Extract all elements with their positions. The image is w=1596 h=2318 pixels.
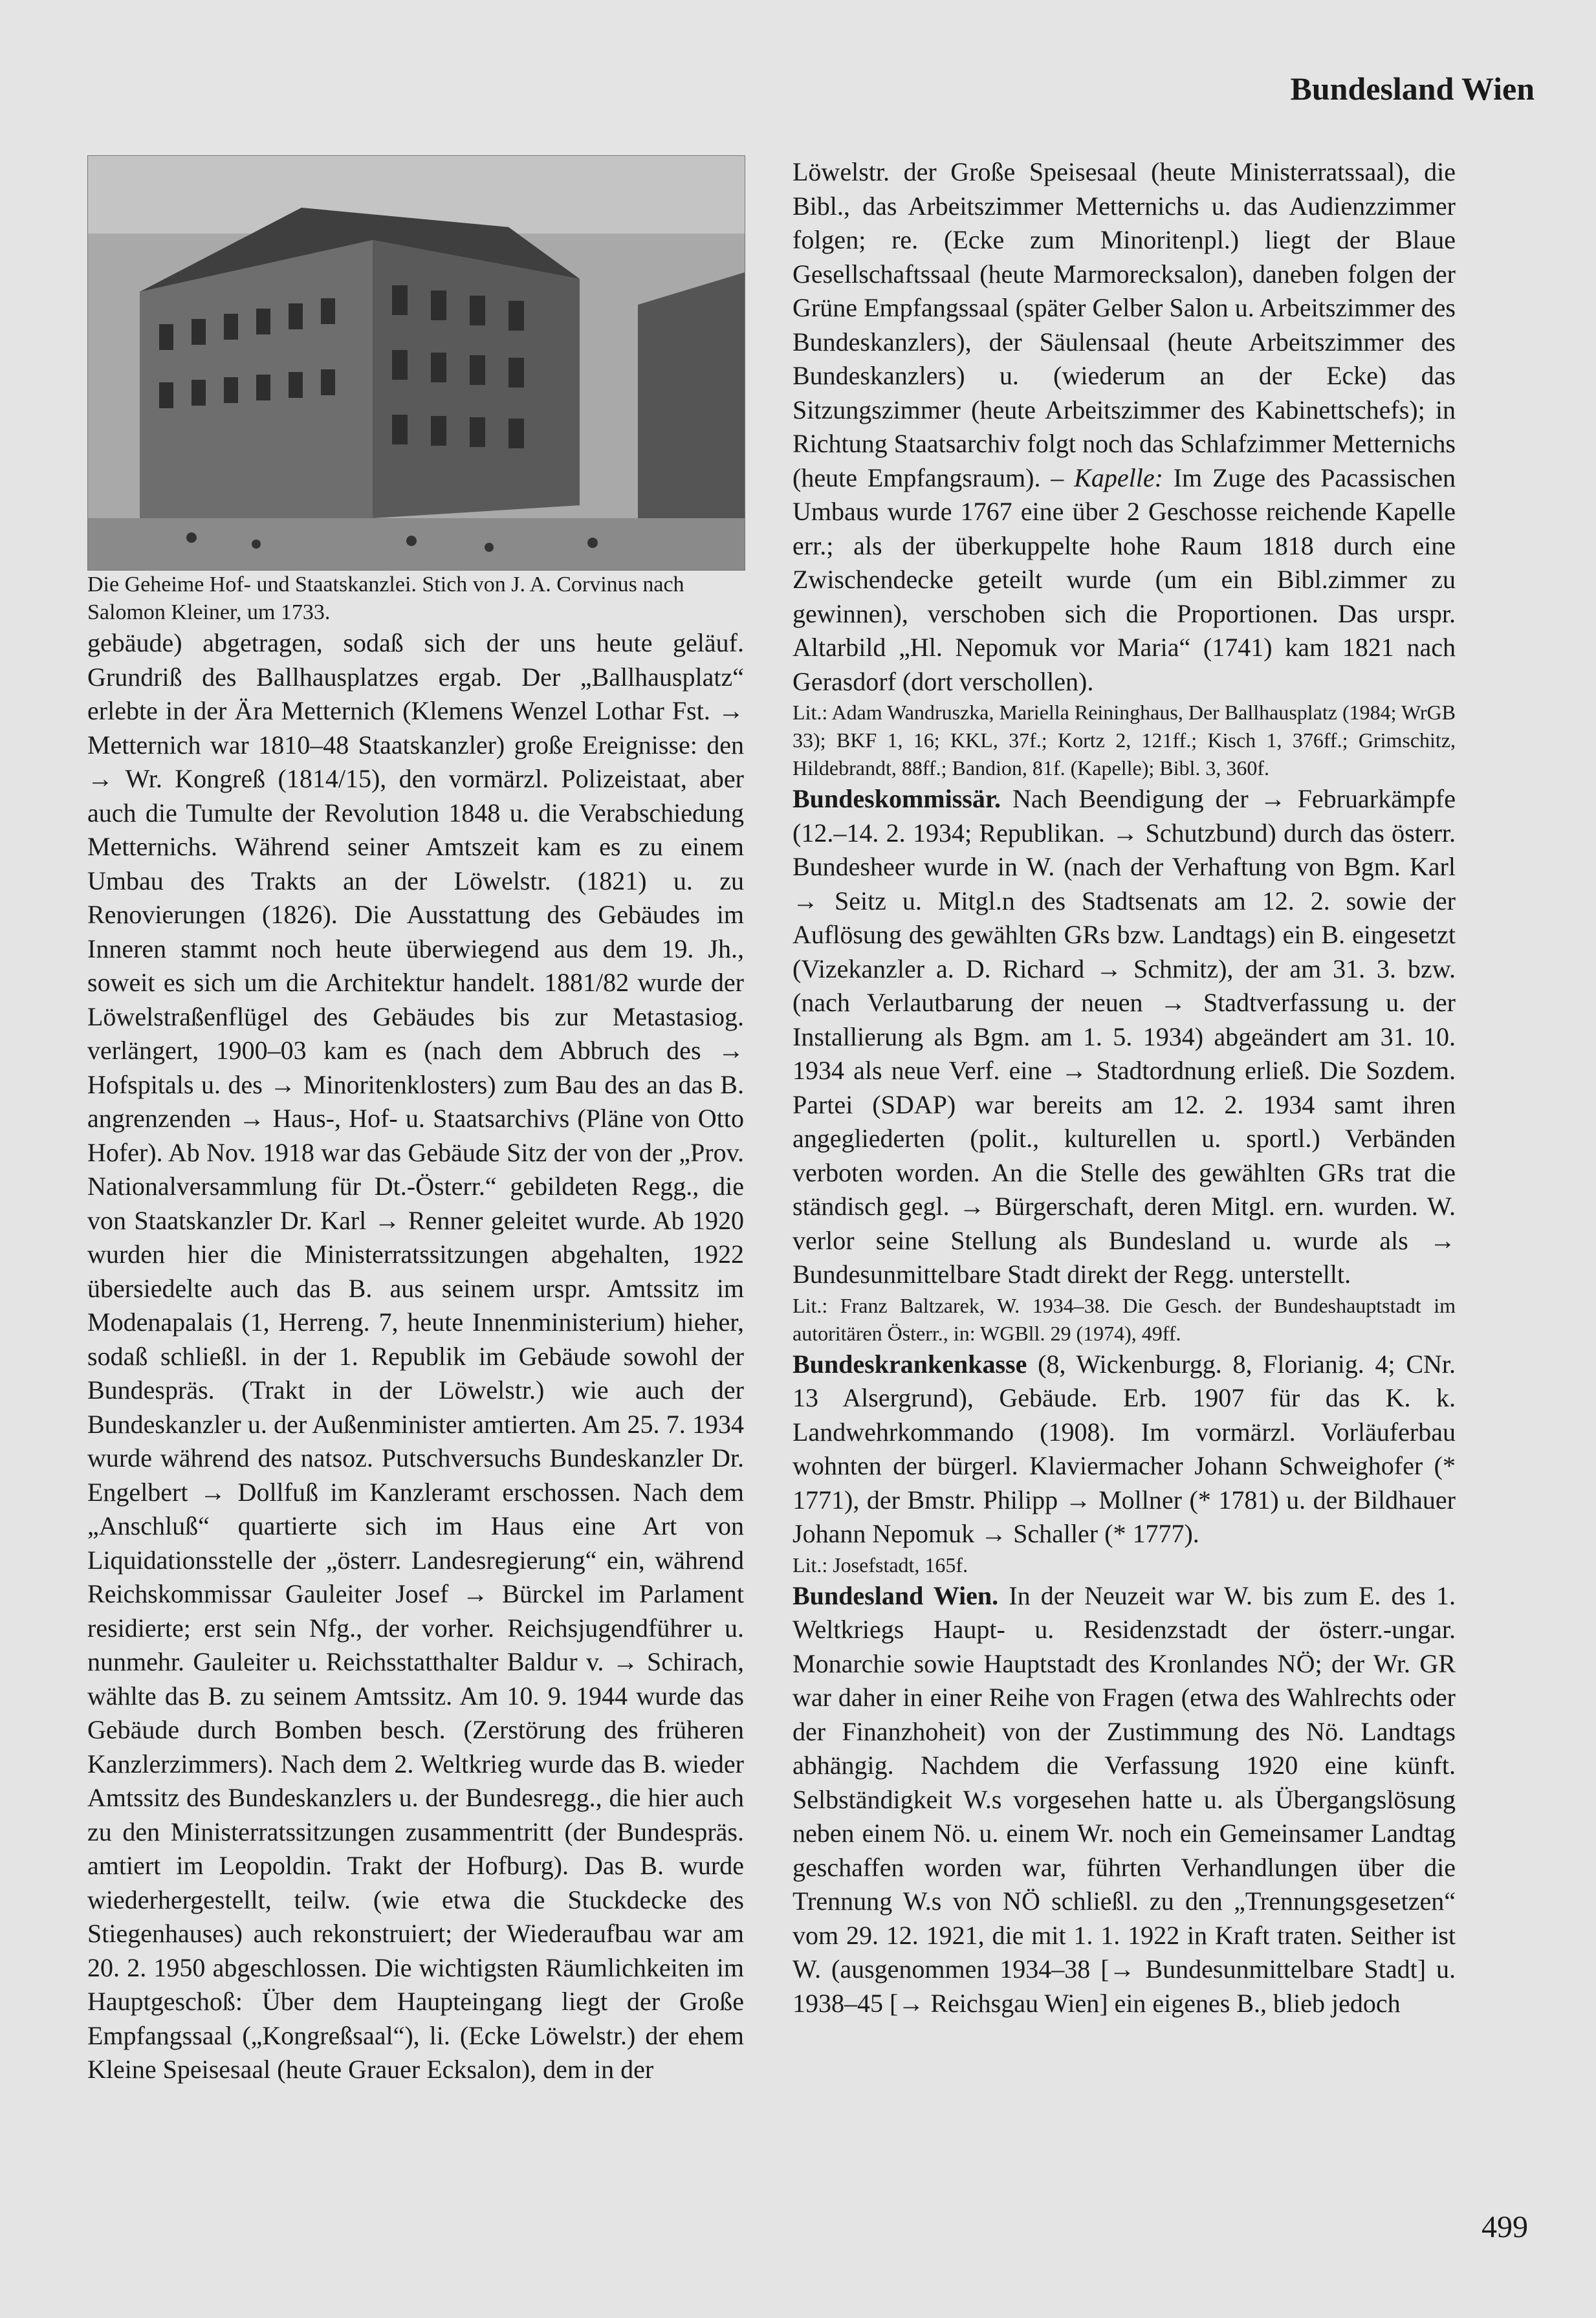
literature-1: Lit.: Adam Wandruszka, Mariella Reininghaus, Der Ballhausplatz (1984; WrGB 33); BKF 1, 16; KKL, 37f.; Kortz 2, 121ff.; Kisch 1, 376ff.; Grimschitz, Hildebrandt, 88ff.; Bandion, 81f. (Kapelle); Bibl. 3, 360f.	[793, 701, 1456, 780]
entry-bundesland-wien	[793, 1579, 1456, 2021]
left-column	[87, 155, 744, 2087]
entry-bundeskrankenkasse	[793, 1348, 1456, 1551]
continuation-text: Löwelstr. der Große Speisesaal (heute Ministerratssaal), die Bibl., das Arbeitszimmer Metternichs u. das Audienzzimmer folgen; re. (Ecke zum Minoritenpl.) liegt der Blaue Gesellschaftssaal (heute Marmorecksalon), daneben folgen der Grüne Empfangssaal (später Gelber Salon u. Arbeitszimmer des Bundeskanzlers), der Säulensaal (heute Arbeitszimmer des Bundeskanzlers) u. (wiederum an der Ecke) das Sitzungszimmer (heute Arbeitszimmer des Kabinettschefs); in Richtung Staatsarchiv folgt noch das Schlafzimmer Metternichs (heute Empfangsraum). –	[793, 157, 1456, 492]
entry-text: In der Neuzeit war W. bis zum E. des 1. Weltkriegs Haupt- u. Residenzstadt der österr.-ungar. Monarchie sowie Hauptstadt des Kronlandes NÖ; der Wr. GR war daher in einer Reihe von Fragen (etwa des Wahlrechts oder der Finanzhoheit) von der Zustimmung des Nö. Landtags abhängig. Nachdem die Verfassung 1920 eine künft. Selbständigkeit W.s vorgesehen hatte u. als Übergangslösung neben einem Nö. u. einem Wr. noch ein Gemeinsamer Landtag geschaffen worden war, führten Verhandlungen über die Trennung W.s von NÖ schließl. zu den „Trennungsgesetzen“ vom 29. 12. 1921, die mit 1. 1. 1922 in Kraft traten. Seither ist W. (ausgenommen 1934–38 [→ Bundesunmittelbare Stadt] u. 1938–45 [→ Reichsgau Wien] ein eigenes B., blieb jedoch	[793, 1580, 1456, 2018]
entry-head: Bundesland Wien.	[793, 1580, 999, 1610]
entry-head: Bundeskommissär.	[793, 784, 1001, 813]
building-engraving-image	[88, 156, 745, 570]
literature-2: Lit.: Franz Baltzarek, W. 1934–38. Die Gesch. der Bundeshauptstadt im autoritären Österr., in: WGBll. 29 (1974), 49ff.	[793, 1293, 1456, 1345]
figure-caption: Die Geheime Hof- und Staatskanzlei. Stich von J. A. Corvinus nach Salomon Kleiner, um 1733.	[87, 573, 684, 624]
article-continuation	[793, 155, 1456, 699]
kapelle-label: Kapelle:	[1074, 463, 1163, 492]
engraving-illustration	[87, 155, 745, 571]
entry-head: Bundeskrankenkasse	[793, 1349, 1027, 1379]
right-column	[793, 155, 1456, 2020]
literature-3: Lit.: Josefstadt, 165f.	[793, 1553, 968, 1577]
entry-text: (8, Wickenburgg. 8, Florianig. 4; CNr. 13 Alsergrund), Gebäude. Erb. 1907 für das K. k. Landwehrkommando (1908). Im vormärzl. Vorläuferbau wohnten der bürgerl. Klaviermacher Johann Schweighofer (* 1771), der Bmstr. Philipp → Mollner (* 1781) u. der Bildhauer Johann Nepomuk → Schaller (* 1777).	[793, 1349, 1456, 1548]
entry-text: Nach Beendigung der → Februarkämpfe (12.–14. 2. 1934; Republikan. → Schutzbund) durch das österr. Bundesheer wurde in W. (nach der Verhaftung von Bgm. Karl → Seitz u. Mitgl.n des Stadtsenats am 12. 2. sowie der Auflösung des gewählten GRs bzw. Landtags) ein B. eingesetzt (Vizekanzler a. D. Richard → Schmitz), der am 31. 3. bzw. (nach Verlautbarung der neuen → Stadtverfassung u. der Installierung als Bgm. am 1. 5. 1934) abgeändert am 31. 10. 1934 als neue Verf. eine → Stadtordnung erließ. Die Sozdem. Partei (SDAP) war bereits am 12. 2. 1934 samt ihren angegliederten (polit., kulturellen u. sportl.) Verbänden verboten worden. An die Stelle des gewählten GRs trat die ständisch gegl. → Bürgerschaft, deren Mitgl. ern. wurden. W. verlor seine Stellung als Bundesland u. wurde als → Bundesunmittelbare Stadt direkt der Regg. unterstellt.	[793, 784, 1456, 1289]
kapelle-text: Im Zuge des Pacassischen Umbaus wurde 1767 eine über 2 Geschosse reichende Kapelle err.; als der überkuppelte hohe Raum 1818 durch eine Zwischendecke geteilt wurde (um ein Bibl.zimmer zu gewinnen), verschoben sich die Proportionen. Das urspr. Altarbild „Hl. Nepomuk vor Maria“ (1741) kam 1821 nach Gerasdorf (dort verschollen).	[793, 463, 1456, 696]
running-title: Bundesland Wien	[1290, 71, 1535, 107]
left-body-text: gebäude) abgetragen, sodaß sich der uns heute geläuf. Grundriß des Ballhausplatzes ergab. Der „Ballhausplatz“ erlebte in der Ära Metternich (Klemens Wenzel Lothar Fst. → Metternich war 1810–48 Staatskanzler) große Ereignisse: den → Wr. Kongreß (1814/15), den vormärzl. Polizeistaat, aber auch die Tumulte der Revolution 1848 u. die Verabschiedung Metternichs. Während seiner Amtszeit kam es zu einem Umbau des Trakts an der Löwelstr. (1821) u. zu Renovierungen (1826). Die Ausstattung des Gebäudes im Inneren stammt noch heute überwiegend aus dem 19. Jh., soweit es sich um die Architektur handelt. 1881/82 wurde der Löwelstraßenflügel des Gebäudes bis zur Metastasiog. verlängert, 1900–03 kam es (nach dem Abbruch des → Hofspitals u. des → Minoritenklosters) zum Bau des an das B. angrenzenden → Haus-, Hof- u. Staatsarchivs (Pläne von Otto Hofer). Ab Nov. 1918 war das Gebäude Sitz der von der „Prov. Nationalversammlung für Dt.-Österr.“ gebildeten Regg., die von Staatskanzler Dr. Karl → Renner geleitet wurde. Ab 1920 wurden hier die Ministerratssitzungen abgehalten, 1922 übersiedelte auch das B. aus seinem urspr. Amtssitz im Modenapalais (1, Herreng. 7, heute Innenministerium) hieher, sodaß schließl. in der 1. Republik im Gebäude sowohl der Bundespräs. (Trakt in der Löwelstr.) wie auch der Bundeskanzler u. der Außenminister amtierten. Am 25. 7. 1934 wurde während des natsoz. Putschversuchs Bundeskanzler Dr. Engelbert → Dollfuß im Kanzleramt erschossen. Nach dem „Anschluß“ quartierte sich im Haus eine Art von Liquidationsstelle der „österr. Landesregierung“ ein, während Reichskommissar Gauleiter Josef → Bürckel im Parlament residierte; erst sein Nfg., der vorher. Reichsjugendführer u. nunmehr. Gauleiter u. Reichsstatthalter Baldur v. → Schirach, wählte das B. zu seinem Amtssitz. Am 10. 9. 1944 wurde das Gebäude durch Bomben besch. (Zerstörung des früheren Kanzlerzimmers). Nach dem 2. Weltkrieg wurde das B. wieder Amtssitz des Bundeskanzlers u. der Bundesregg., die hier auch zu den Ministerratssitzungen zusammentritt (der Bundespräs. amtiert im Leopoldin. Trakt der Hofburg). Das B. wurde wiederhergestellt, teilw. (wie etwa die Stuckdecke des Stiegenhauses) auch rekonstruiert; der Wiederaufbau war am 20. 2. 1950 abgeschlossen. Die wichtigsten Räumlichkeiten im Hauptgeschoß: Über dem Haupteingang liegt der Große Empfangssaal („Kongreßsaal“), li. (Ecke Löwelstr.) der ehem Kleine Speisesaal (heute Grauer Ecksalon), dem in der	[87, 628, 744, 2084]
entry-bundeskommissaer	[793, 782, 1456, 1292]
page-number: 499	[1481, 2210, 1528, 2244]
